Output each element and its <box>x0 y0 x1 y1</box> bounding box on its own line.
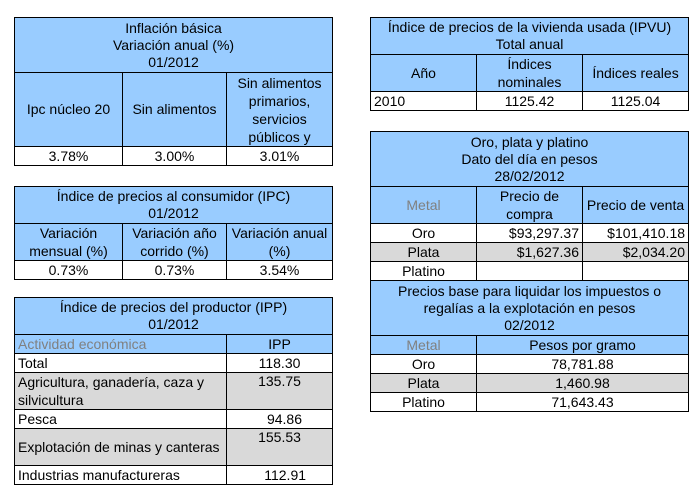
pesos-cell: 78,781.88 <box>477 355 689 374</box>
inflacion-title-line: Variación anual (%) <box>112 36 235 53</box>
table-row <box>15 373 333 410</box>
activity-label: Industrias manufactureras <box>15 466 227 485</box>
col-anio: Año <box>371 55 477 92</box>
regalias-title <box>371 281 689 336</box>
col-variacion-anual: Variación anual (%) <box>227 224 333 261</box>
table-row <box>371 393 689 412</box>
ipvu-title <box>371 18 689 55</box>
ipvu-title-line: Total anual <box>495 36 564 52</box>
table-row <box>15 354 333 373</box>
value-cell: 3.78% <box>15 147 123 166</box>
col-sin-alimentos-primarios: Sin alimentos primarios, servicios públicos y <box>227 73 333 147</box>
ipp-value: 135.75 <box>227 373 333 410</box>
col-actividad-economica: Actividad económica <box>15 335 227 354</box>
activity-label: Total <box>15 354 227 373</box>
ipp-title <box>15 298 333 335</box>
inflacion-title <box>15 18 333 73</box>
col-indices-nominales: Índices nominales <box>477 55 583 92</box>
metal-cell: Plata <box>371 374 477 393</box>
metales-table <box>370 131 689 281</box>
table-row <box>371 374 689 393</box>
ipp-value: 118.30 <box>227 354 333 373</box>
metales-title-line: Oro, plata y platino <box>470 133 589 150</box>
value-cell: 0.73% <box>15 261 123 280</box>
value-cell: 3.54% <box>227 261 333 280</box>
venta-cell <box>583 262 689 281</box>
regalias-table <box>370 280 689 412</box>
ipc-title-line: Índice de precios al consumidor (IPC) <box>56 188 291 204</box>
metales-title-line: 28/02/2012 <box>494 167 565 184</box>
ipvu-table <box>370 17 689 111</box>
metal-cell: Plata <box>371 243 477 262</box>
table-row <box>371 92 689 111</box>
table-row <box>15 410 333 429</box>
col-indices-reales: Índices reales <box>583 55 689 92</box>
metales-title <box>371 132 689 187</box>
metal-cell: Platino <box>371 393 477 412</box>
real-cell: 1125.04 <box>583 92 689 111</box>
regalias-title-line: regalías a la explotación en pesos <box>423 299 636 316</box>
ipp-title-line: 01/2012 <box>148 316 199 332</box>
table-row <box>371 243 689 262</box>
table-row <box>371 224 689 243</box>
pesos-cell: 71,643.43 <box>477 393 689 412</box>
inflacion-title-line: Inflación básica <box>125 19 222 36</box>
table-row <box>371 355 689 374</box>
metales-title-line: Dato del día en pesos <box>461 150 598 167</box>
activity-label: Explotación de minas y canteras <box>15 429 227 466</box>
ipvu-title-line: Índice de precios de la vivienda usada (IPVU) <box>387 19 672 35</box>
compra-cell: $1,627.36 <box>477 243 583 262</box>
table-row <box>15 429 333 466</box>
venta-cell: $101,410.18 <box>583 224 689 243</box>
regalias-title-line: 02/2012 <box>504 316 555 333</box>
compra-cell <box>477 262 583 281</box>
ipp-value: 155.53 <box>227 429 333 466</box>
table-row <box>15 466 333 485</box>
pesos-cell: 1,460.98 <box>477 374 689 393</box>
col-variacion-anio-corrido: Variación año corrido (%) <box>123 224 227 261</box>
metal-cell: Oro <box>371 355 477 374</box>
metal-cell: Oro <box>371 224 477 243</box>
ipp-title-line: Índice de precios del productor (IPP) <box>59 299 288 315</box>
value-cell: 3.01% <box>227 147 333 166</box>
metal-cell: Platino <box>371 262 477 281</box>
col-ipc-nucleo: Ipc núcleo 20 <box>15 73 123 147</box>
compra-cell: $93,297.37 <box>477 224 583 243</box>
col-precio-compra: Precio de compra <box>477 187 583 224</box>
ipc-title <box>15 187 333 224</box>
col-ipp: IPP <box>227 335 333 354</box>
table-row <box>371 262 689 281</box>
nominal-cell: 1125.42 <box>477 92 583 111</box>
venta-cell: $2,034.20 <box>583 243 689 262</box>
year-cell: 2010 <box>371 92 477 111</box>
ipc-table <box>14 186 333 280</box>
ipp-value: 94.86 <box>227 410 333 429</box>
col-metal: Metal <box>371 187 477 224</box>
col-variacion-mensual: Variación mensual (%) <box>15 224 123 261</box>
value-cell: 3.00% <box>123 147 227 166</box>
col-pesos-por-gramo: Pesos por gramo <box>477 336 689 355</box>
regalias-title-line: Precios base para liquidar los impuestos o <box>397 282 662 299</box>
value-cell: 0.73% <box>123 261 227 280</box>
activity-label: Agricultura, ganadería, caza y silvicultura <box>15 373 227 410</box>
inflacion-title-line: 01/2012 <box>148 53 199 70</box>
activity-label: Pesca <box>15 410 227 429</box>
col-precio-venta: Precio de venta <box>583 187 689 224</box>
ipp-value: 112.91 <box>227 466 333 485</box>
col-metal: Metal <box>371 336 477 355</box>
col-sin-alimentos: Sin alimentos <box>123 73 227 147</box>
inflacion-basica-table <box>14 17 333 166</box>
ipp-table <box>14 297 333 485</box>
ipc-title-line: 01/2012 <box>148 205 199 221</box>
